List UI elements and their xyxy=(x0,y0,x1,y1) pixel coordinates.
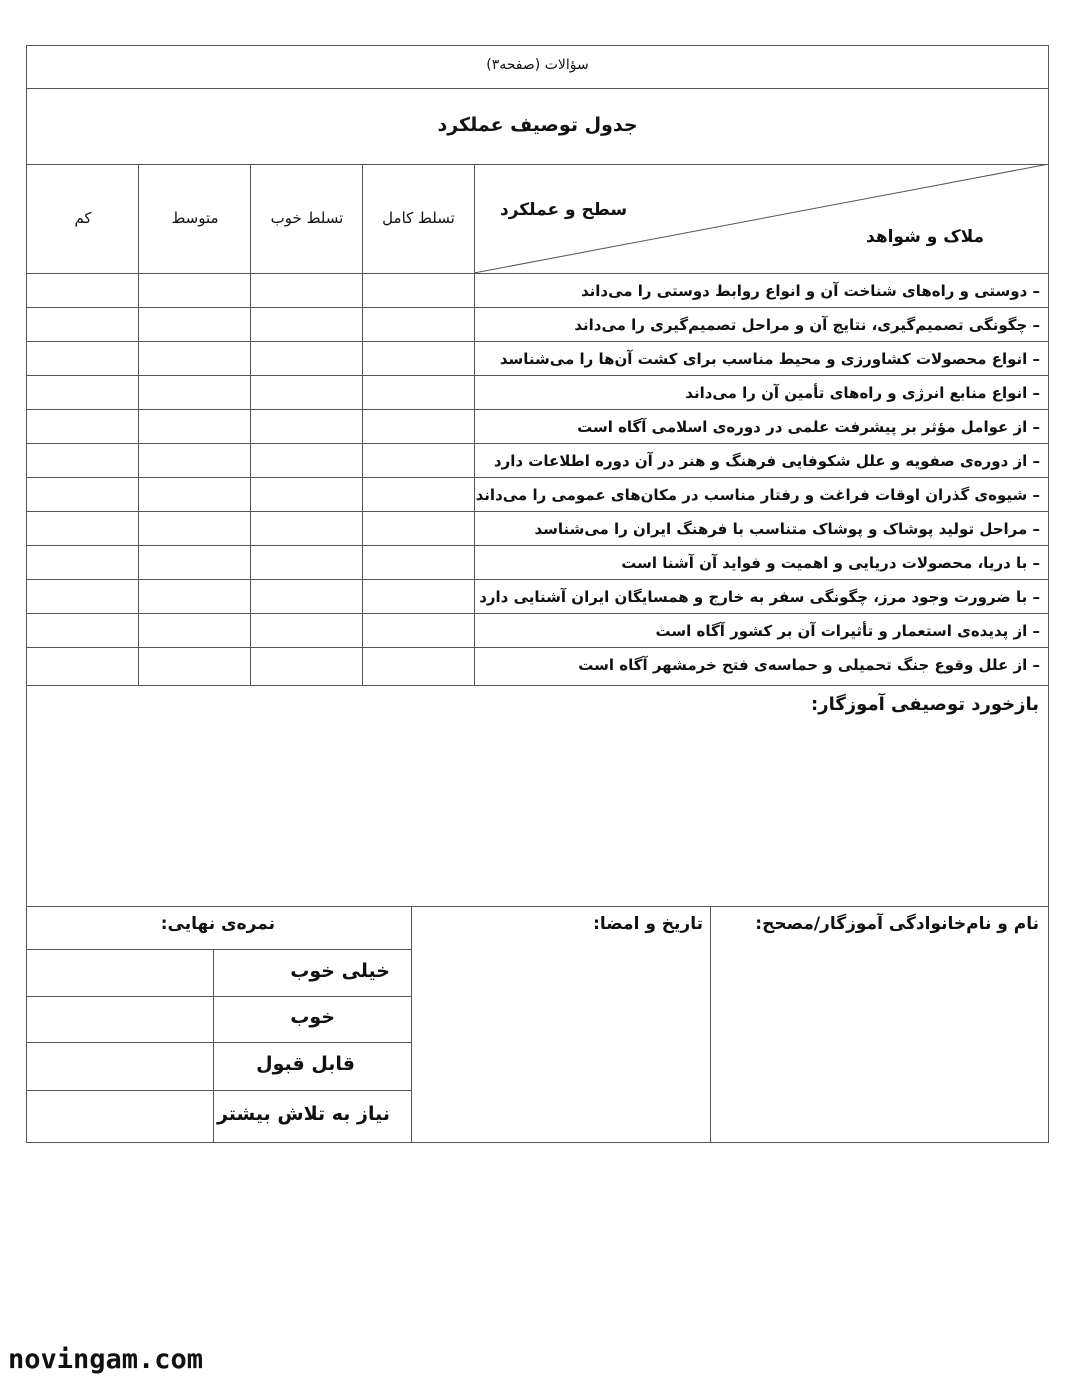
site-watermark: novingam.com xyxy=(8,1344,204,1375)
final-grade-label: نمره‌ی نهایی: xyxy=(160,914,275,934)
level-low: کم xyxy=(74,209,92,227)
grade-needs-effort: نیاز به تلاش بیشتر xyxy=(216,1103,390,1125)
criterion-text: – از عوامل مؤثر بر پیشرفت علمی در دوره‌ی اسلامی آگاه است xyxy=(577,418,1040,436)
grade-very-good: خیلی خوب xyxy=(290,960,390,982)
level-full-mastery: تسلط کامل xyxy=(382,209,455,227)
criterion-row xyxy=(27,376,1048,410)
criterion-text: – دوستی و راه‌های شناخت آن و انواع روابط دوستی را می‌داند xyxy=(580,282,1040,300)
grade-acceptable: قابل قبول xyxy=(256,1053,355,1075)
criterion-text: – با ضرورت وجود مرز، چگونگی سفر به خارج و همسایگان ایران آشنایی دارد xyxy=(479,588,1040,606)
criterion-row xyxy=(27,546,1048,580)
criterion-row xyxy=(27,614,1048,648)
criterion-row xyxy=(27,512,1048,546)
criterion-text: – انواع محصولات کشاورزی و محیط مناسب برای کشت آن‌ها را می‌شناسد xyxy=(499,350,1040,368)
criterion-text: – شیوه‌ی گذران اوقات فراغت و رفتار مناسب در مکان‌های عمومی را می‌داند xyxy=(475,486,1040,504)
criterion-text: – مراحل تولید پوشاک و پوشاک متناسب با فرهنگ ایران را می‌شناسد xyxy=(534,520,1040,538)
criterion-row xyxy=(27,342,1048,376)
criterion-row xyxy=(27,478,1048,512)
criterion-row xyxy=(27,410,1048,444)
criterion-text: – از دوره‌ی صفویه و علل شکوفایی فرهنگ و هنر در آن دوره اطلاعات دارد xyxy=(493,452,1040,470)
criterion-text: – با دریا، محصولات دریایی و اهمیت و فواید آن آشنا است xyxy=(621,554,1040,572)
grade-good: خوب xyxy=(290,1006,335,1028)
criterion-row xyxy=(27,580,1048,614)
criterion-row xyxy=(27,648,1048,682)
criterion-text: – از پدیده‌ی استعمار و تأثیرات آن بر کشور آگاه است xyxy=(655,622,1040,640)
teacher-feedback-label: بازخورد توصیفی آموزگار: xyxy=(811,694,1039,715)
diagonal-bottom-label: ملاک و شواهد xyxy=(866,227,985,247)
criteria-list xyxy=(27,274,1048,686)
criterion-row xyxy=(27,308,1048,342)
diagonal-top-label: سطح و عملکرد xyxy=(500,200,628,220)
criterion-row xyxy=(27,444,1048,478)
date-signature-label: تاریخ و امضا: xyxy=(593,914,703,934)
page-label: سؤالات (صفحه۳) xyxy=(486,57,589,73)
table-title: جدول توصیف عملکرد xyxy=(437,114,638,136)
teacher-name-label: نام و نام‌خانوادگی آموزگار/مصحح: xyxy=(755,914,1039,934)
criterion-row xyxy=(27,274,1048,308)
level-good-mastery: تسلط خوب xyxy=(270,209,344,227)
criterion-text: – از علل وقوع جنگ تحمیلی و حماسه‌ی فتح خرمشهر آگاه است xyxy=(578,656,1040,674)
criterion-text: – انواع منابع انرژی و راه‌های تأمین آن را می‌داند xyxy=(685,384,1040,402)
level-average: متوسط xyxy=(171,209,219,227)
criterion-text: – چگونگی تصمیم‌گیری، نتایج آن و مراحل تصمیم‌گیری را می‌داند xyxy=(574,316,1040,334)
